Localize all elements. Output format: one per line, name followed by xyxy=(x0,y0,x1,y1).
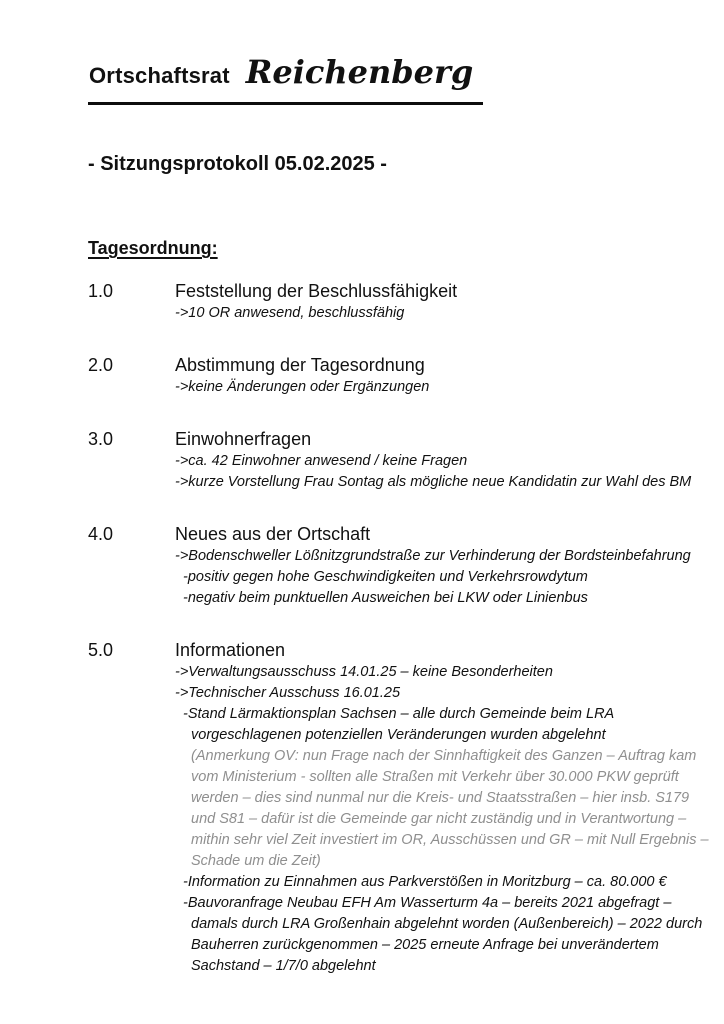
agenda-item xyxy=(88,353,684,398)
agenda-item-content xyxy=(175,427,691,493)
agenda-item-number: 4.0 xyxy=(88,524,114,544)
agenda-item-notes xyxy=(175,377,684,398)
agenda-item xyxy=(88,279,684,324)
agenda-note: -positiv gegen hohe Geschwindigkeiten und Verkehrsrowdytum xyxy=(183,569,588,585)
agenda-item-number: 1.0 xyxy=(88,281,114,301)
document-header xyxy=(88,52,684,105)
agenda-item xyxy=(88,522,691,609)
agenda-note: ->kurze Vorstellung Frau Sontag als mögliche neue Kandidatin zur Wahl des BM xyxy=(175,474,692,490)
agenda-note: ->keine Änderungen oder Ergänzungen xyxy=(175,379,430,395)
agenda-note-remark: vom Ministerium - sollten alle Straßen mit Verkehr über 30.000 PKW geprüft xyxy=(191,769,679,785)
agenda-note: -Stand Lärmaktionsplan Sachsen – alle durch Gemeinde beim LRA xyxy=(183,706,615,722)
agenda-note: ->Bodenschweller Lößnitzgrundstraße zur Verhinderung der Bordsteinbefahrung xyxy=(175,548,691,564)
agenda-list xyxy=(88,279,709,977)
agenda-note: ->Technischer Ausschuss 16.01.25 xyxy=(175,685,401,701)
agenda-item-title: Abstimmung der Tagesordnung xyxy=(175,355,425,375)
agenda-item-number: 5.0 xyxy=(88,640,114,660)
agenda-note: -Information zu Einnahmen aus Parkverstößen in Moritzburg – ca. 80.000 € xyxy=(183,874,667,890)
agenda-note-remark: Schade um die Zeit) xyxy=(191,853,321,869)
agenda-item xyxy=(88,638,709,977)
agenda-item-notes xyxy=(175,303,684,324)
agenda-note: -Bauvoranfrage Neubau EFH Am Wasserturm 4a – bereits 2021 abgefragt – xyxy=(183,895,672,911)
agenda-item xyxy=(88,427,692,493)
agenda-item-number: 3.0 xyxy=(88,429,114,449)
org-name: Ortschaftsrat xyxy=(89,63,230,88)
agenda-note-remark: werden – dies sind nunmal nur die Kreis- und Staatsstraßen – hier insb. S179 xyxy=(191,790,690,806)
agenda-note: damals durch LRA Großenhain abgelehnt worden (Außenbereich) – 2022 durch xyxy=(191,916,703,932)
protocol-subtitle: - Sitzungsprotokoll 05.02.2025 - xyxy=(88,153,387,175)
agenda-note: ->10 OR anwesend, beschlussfähig xyxy=(175,305,405,321)
agenda-item-notes xyxy=(175,662,709,977)
agenda-item-number: 2.0 xyxy=(88,355,114,375)
agenda-item-content xyxy=(175,353,684,398)
agenda-note-remark: und S81 – dafür ist die Gemeinde gar nicht zuständig und in Verantwortung – xyxy=(191,811,687,827)
agenda-heading: Tagesordnung: xyxy=(88,238,218,258)
agenda-note-remark: (Anmerkung OV: nun Frage nach der Sinnhaftigkeit des Ganzen – Auftrag kam xyxy=(191,748,697,764)
agenda-item-title: Neues aus der Ortschaft xyxy=(175,524,371,544)
agenda-note: -negativ beim punktuellen Ausweichen bei LKW oder Linienbus xyxy=(183,590,588,606)
agenda-note: vorgeschlagenen potenziellen Veränderungen wurden abgelehnt xyxy=(191,727,606,743)
agenda-item-content xyxy=(175,638,709,977)
header-underline xyxy=(88,52,483,105)
agenda-item-content xyxy=(175,522,691,609)
agenda-note: Sachstand – 1/7/0 abgelehnt xyxy=(191,958,376,974)
agenda-note: ->ca. 42 Einwohner anwesend / keine Fragen xyxy=(175,453,468,469)
agenda-item-title: Einwohnerfragen xyxy=(175,429,312,449)
agenda-item-title: Feststellung der Beschlussfähigkeit xyxy=(175,281,458,301)
agenda-note-remark: mithin sehr viel Zeit investiert im OR, Ausschüssen und GR – mit Null Ergebnis – xyxy=(191,832,709,848)
org-place-name: Reichenberg xyxy=(245,53,474,91)
agenda-note: Bauherren zurückgenommen – 2025 erneute Anfrage bei unverändertem xyxy=(191,937,659,953)
agenda-item-notes xyxy=(175,451,691,493)
agenda-item-content xyxy=(175,279,684,324)
agenda-item-notes xyxy=(175,546,691,609)
agenda-note: ->Verwaltungsausschuss 14.01.25 – keine Besonderheiten xyxy=(175,664,553,680)
agenda-item-title: Informationen xyxy=(175,640,286,660)
